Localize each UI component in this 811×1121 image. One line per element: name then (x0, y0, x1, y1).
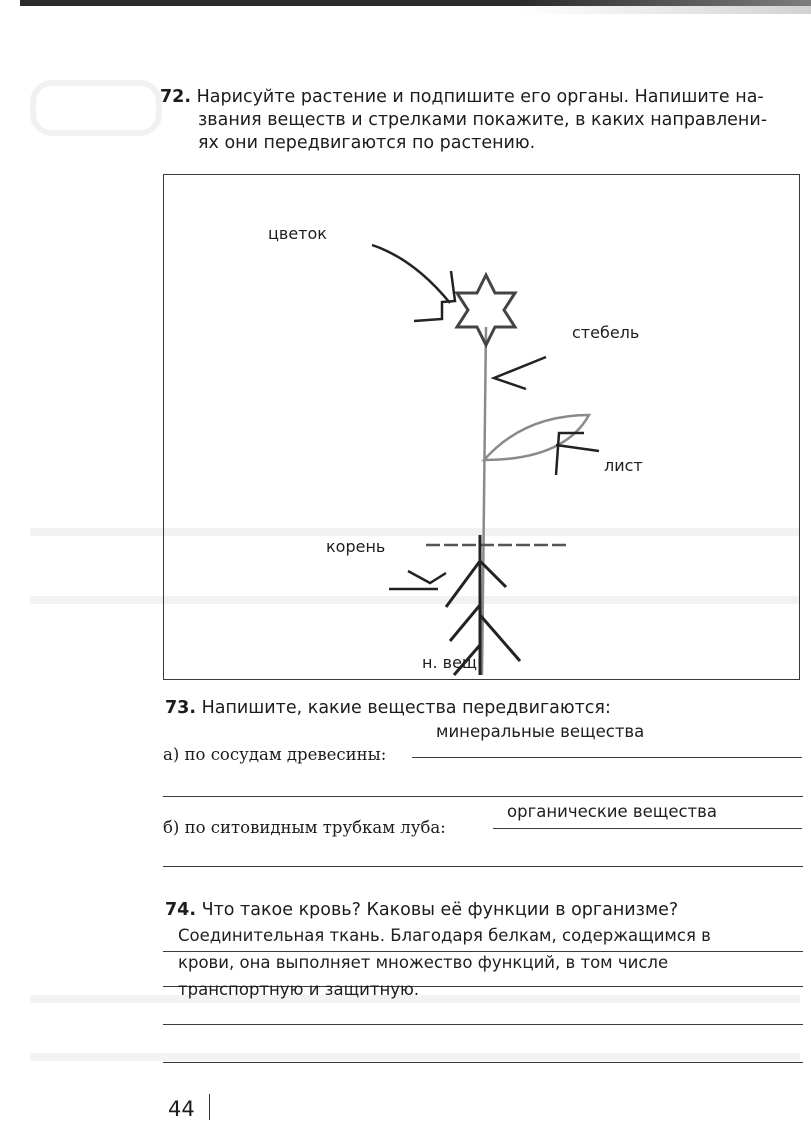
task-72-line-3: ях они передвигаются по растению. (198, 133, 536, 153)
label-root: корень (326, 537, 386, 556)
page-number-divider (209, 1094, 210, 1120)
task-number: 72. (160, 87, 192, 107)
arrow-flower-head (414, 271, 455, 321)
task-number: 74. (165, 900, 197, 920)
answer-line (412, 757, 802, 758)
answer-line (163, 1024, 803, 1025)
answer-line (493, 828, 802, 829)
page-number: 44 (168, 1097, 195, 1121)
task-72-line-1: 72. Нарисуйте растение и подпишите его органы. Напишите на- (160, 87, 764, 107)
watermark-shape (30, 80, 162, 136)
answer-73b: органические вещества (507, 802, 718, 821)
leaf-shape (484, 415, 589, 460)
task-72-line-2: звания веществ и стрелками покажите, в каких направлени- (198, 110, 768, 130)
label-stem: стебель (572, 323, 640, 342)
label-substance: н. вещ (422, 653, 477, 672)
task-73b-label: б) по ситовидным трубкам луба: (163, 818, 446, 837)
answer-line (163, 796, 803, 797)
arrow-flower (372, 245, 450, 303)
scan-top-edge-fade (520, 0, 811, 14)
drawing-area (163, 174, 800, 680)
arrow-leaf (556, 433, 599, 475)
answer-74-line-1: Соединительная ткань. Благодаря белкам, содержащимся в (178, 926, 711, 945)
plant-drawing (164, 175, 800, 680)
answer-line (163, 866, 803, 867)
label-leaf: лист (604, 456, 643, 475)
answer-line (163, 1062, 803, 1063)
label-flower: цветок (268, 224, 327, 243)
arrow-root (389, 571, 446, 589)
task-73a-label: а) по сосудам древесины: (163, 745, 387, 764)
task-74-question: Что такое кровь? Каковы её функции в организме? (201, 900, 679, 920)
arrow-stem (494, 357, 546, 389)
answer-line (163, 951, 803, 952)
task-72 (160, 86, 802, 155)
answer-73a: минеральные вещества (436, 722, 645, 741)
answer-74-line-3: транспортную и защитную. (178, 980, 420, 999)
task-74 (165, 899, 678, 922)
task-73-question: Напишите, какие вещества передвигаются: (201, 698, 611, 718)
answer-74-line-2: крови, она выполняет множество функций, в том числе (178, 953, 669, 972)
task-73 (165, 697, 611, 720)
task-number: 73. (165, 698, 197, 718)
watermark-shape (30, 995, 800, 1061)
